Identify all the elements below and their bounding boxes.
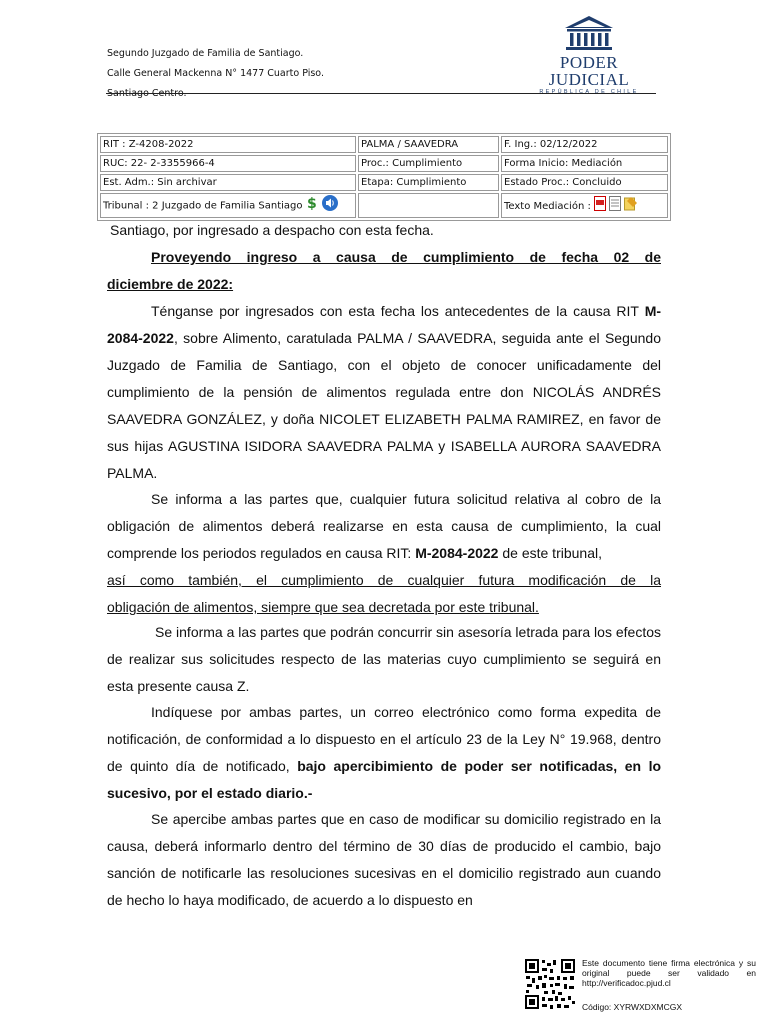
rit-cell: RIT : Z-4208-2022 bbox=[100, 136, 356, 153]
header-divider bbox=[106, 93, 656, 94]
paragraph-4 bbox=[107, 699, 661, 807]
table-row bbox=[100, 155, 668, 172]
court-name: Segundo Juzgado de Familia de Santiago. bbox=[107, 48, 304, 59]
resolution-title bbox=[107, 244, 661, 298]
empty-cell bbox=[358, 193, 499, 218]
forma-inicio-cell: Forma Inicio: Mediación bbox=[501, 155, 668, 172]
p2-underline-1: así como también, el cumplimiento de cualquier futura modificación de la bbox=[107, 572, 661, 588]
note-icon[interactable] bbox=[624, 196, 638, 216]
document-icon[interactable] bbox=[609, 196, 621, 216]
intro-line: Santiago, por ingresado a despacho con esta fecha. bbox=[110, 222, 434, 238]
p1-text-b: , sobre Alimento, caratulada PALMA / SAAVEDRA, seguida ante el Segundo Juzgado de Familia de Santiago, con el objeto de conocer unificadamente del cumplimiento de la pensión de alimentos regulada entre don NICOLÁS ANDRÉS SAAVEDRA GONZÁLEZ, y doña NICOLET ELIZABETH PALMA RAMIREZ, en favor de sus hijas AGUSTINA ISIDORA SAAVEDRA PALMA y ISABELLA AURORA SAAVEDRA PALMA. bbox=[107, 330, 661, 481]
p2-rit: M-2084-2022 bbox=[415, 545, 499, 561]
p2-text-a: Se informa a las partes que, cualquier futura solicitud relativa al cobro de la obligación de alimentos deberá realizarse en esta causa de cumplimiento, la cual comprende los periodos regulados en causa RIT: bbox=[107, 491, 661, 561]
poder-judicial-logo bbox=[522, 14, 656, 95]
logo-subtitle: REPÚBLICA DE CHILE bbox=[539, 89, 639, 95]
courthouse-icon bbox=[561, 14, 617, 52]
logo-name: PODER JUDICIAL bbox=[548, 53, 630, 89]
title-line-1: Proveyendo ingreso a causa de cumplimiento de fecha 02 de bbox=[151, 249, 661, 265]
pdf-icon[interactable] bbox=[594, 196, 606, 216]
p1-rit: M-2084-2022 bbox=[107, 303, 662, 346]
court-header bbox=[107, 44, 324, 104]
p2-underline-2: obligación de alimentos, siempre que sea decretada por este tribunal. bbox=[107, 599, 539, 615]
tribunal-cell bbox=[100, 193, 356, 218]
estado-proc-cell: Estado Proc.: Concluido bbox=[501, 174, 668, 191]
case-info-table bbox=[97, 133, 671, 221]
title-line-2: diciembre de 2022: bbox=[107, 276, 234, 292]
texto-mediacion-label: Texto Mediación : bbox=[504, 200, 591, 212]
paragraph-5: Se apercibe ambas partes que en caso de modificar su domicilio registrado en la causa, deberá informarlo dentro del término de 30 días de producido el cambio, bajo sanción de notificarle las resoluciones sucesivas en el domicilio registrado aun cuando de hecho lo haya modificado, de acuerdo a lo dispuesto en bbox=[107, 811, 661, 908]
procedimiento-cell: Proc.: Cumplimiento bbox=[358, 155, 499, 172]
svg-text:$: $ bbox=[306, 196, 317, 211]
paragraph-3: Se informa a las partes que podrán concurrir sin asesoría letrada para los efectos de realizar sus solicitudes respecto de las materias cuyo cumplimiento se seguirá en esta presente causa Z. bbox=[107, 624, 661, 694]
p4-bold: bajo apercibimiento de poder ser notificadas, en lo sucesivo, por el estado diario.- bbox=[107, 758, 662, 801]
paragraph-2-underlined bbox=[107, 567, 661, 621]
table-row bbox=[100, 193, 668, 218]
texto-mediacion-cell bbox=[501, 193, 668, 218]
caratula-cell: PALMA / SAAVEDRA bbox=[358, 136, 499, 153]
verification-code: Código: XYRWXDXMCGX bbox=[582, 1002, 682, 1012]
estado-adm-cell: Est. Adm.: Sin archivar bbox=[100, 174, 356, 191]
table-row bbox=[100, 174, 668, 191]
tribunal-label: Tribunal : 2 Juzgado de Familia Santiago bbox=[103, 200, 303, 212]
fecha-ingreso-cell: F. Ing.: 02/12/2022 bbox=[501, 136, 668, 153]
electronic-signature-notice: Este documento tiene firma electrónica y su original puede ser validado en http://verificadoc.pjud.cl bbox=[582, 958, 756, 988]
ruc-cell: RUC: 22- 2-3355966-4 bbox=[100, 155, 356, 172]
p1-text-a: Ténganse por ingresados con esta fecha los antecedentes de la causa RIT bbox=[151, 303, 639, 319]
etapa-cell: Etapa: Cumplimiento bbox=[358, 174, 499, 191]
dollar-icon[interactable] bbox=[306, 195, 318, 216]
paragraph-2 bbox=[107, 486, 661, 567]
audio-icon[interactable] bbox=[321, 194, 339, 217]
court-city: Santiago Centro. bbox=[107, 88, 187, 99]
court-address: Calle General Mackenna N° 1477 Cuarto Piso. bbox=[107, 68, 324, 79]
paragraph-1 bbox=[107, 298, 661, 487]
p2-text-b: de este tribunal, bbox=[502, 545, 602, 561]
qr-code-icon bbox=[524, 958, 576, 1010]
p4-text: Indíquese por ambas partes, un correo electrónico como forma expedita de notificación, de conformidad a lo dispuesto en el artículo 23 de la Ley N° 19.968, dentro de quinto día de notificado, bbox=[107, 704, 661, 774]
table-row bbox=[100, 136, 668, 153]
